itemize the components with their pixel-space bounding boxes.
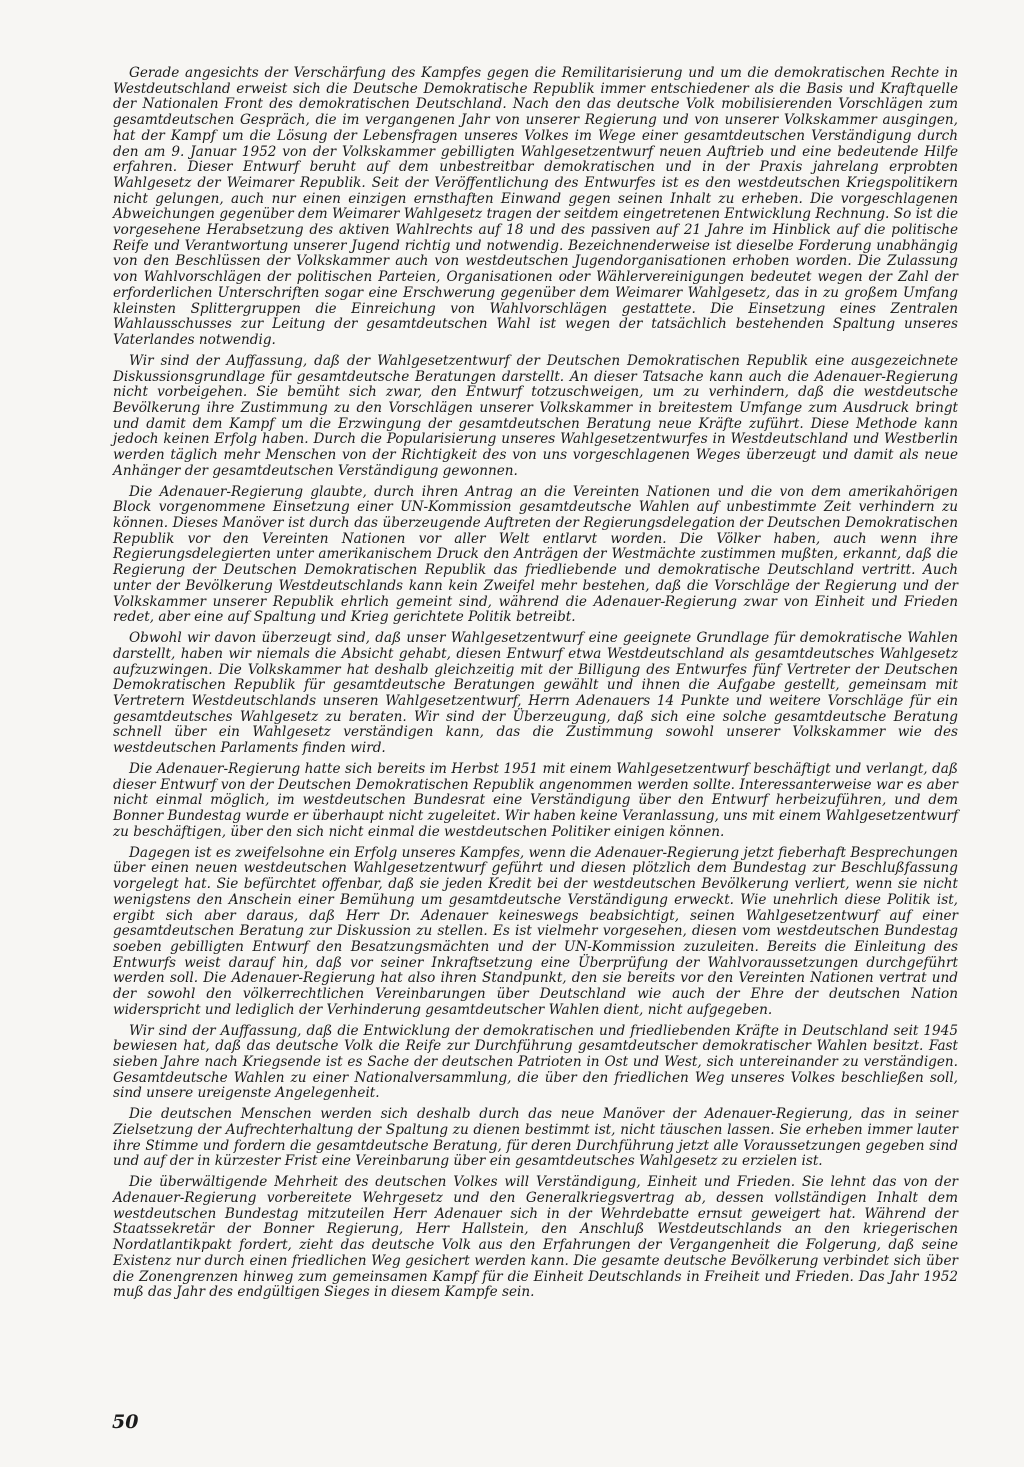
paragraph: Gerade angesichts der Verschärfung des Kampfes gegen die Remilitarisierung und um die demokratischen Rechte in Westdeutschland erweist sich die Deutsche Demokratische Republik immer entschiedener als die Basis und Kraftquelle der Nationalen Front des demokratischen Deutschland. Nach den das deutsche Volk mobilisierenden Vorschlägen zum gesamtdeutschen Gespräch, die im vergangenen Jahr von unserer Regierung und von unserer Volkskammer ausgingen, hat der Kampf um die Lösung der Lebensfragen unseres Volkes im Wege einer gesamtdeutschen Verständigung durch den am 9. Januar 1952 von der Volkskammer gebilligten Wahlgesetzentwurf neuen Auftrieb und eine bedeutende Hilfe erfahren. Dieser Entwurf beruht auf dem unbestreitbar demokratischen und in der Praxis jahrelang erprobten Wahlgesetz der Weimarer Republik. Seit der Veröffentlichung des Entwurfes ist es den westdeutschen Kriegspolitikern nicht gelungen, auch nur einen einzigen ernsthaften Einwand gegen seinen Inhalt zu erheben. Die vorgeschlagenen Abweichungen gegenüber dem Weimarer Wahlgesetz tragen der seitdem eingetretenen Entwicklung Rechnung. So ist die vorgesehene Herabsetzung des aktiven Wahlrechts auf 18 und des passiven auf 21 Jahre im Hinblick auf die politische Reife und Verantwortung unserer Jugend richtig und notwendig. Bezeichnenderweise ist dieselbe Forderung unabhängig von den Beschlüssen der Volkskammer auch von westdeutschen Jugendorganisationen erhoben worden. Die Zulassung von Wahlvorschlägen der politischen Parteien, Organisationen oder Wählervereinigungen bedeutet wegen der Zahl der erforderlichen Unterschriften sogar eine Erschwerung gegenüber dem Weimarer Wahlgesetz, das in zu großem Umfang kleinsten Splittergruppen die Einreichung von Wahlvorschlägen gestattete. Die Einsetzung eines Zentralen Wahlausschusses zur Leitung der gesamtdeutschen Wahl ist wegen der tatsächlich bestehenden Spaltung unseres Vaterlandes notwendig. <box>113 65 958 348</box>
paragraph: Die Adenauer-Regierung glaubte, durch ihren Antrag an die Vereinten Nationen und die von dem amerikahörigen Block vorgenommene Einsetzung einer UN-Kommission gesamtdeutsche Wahlen auf unbestimmte Zeit verhindern zu können. Dieses Manöver ist durch das überzeugende Auftreten der Regierungsdelegation der Deutschen Demokratischen Republik vor den Vereinten Nationen vor aller Welt entlarvt worden. Die Völker haben, auch wenn ihre Regierungsdelegierten unter amerikanischem Druck den Anträgen der Westmächte zustimmen mußten, erkannt, daß die Regierung der Deutschen Demokratischen Republik das friedliebende und demokratische Deutschland vertritt. Auch unter der Bevölkerung Westdeutschlands kann kein Zweifel mehr bestehen, daß die Vorschläge der Regierung und der Volkskammer unserer Republik ehrlich gemeint sind, während die Adenauer-Regierung zwar von Einheit und Frieden redet, aber eine auf Spaltung und Krieg gerichtete Politik betreibt. <box>113 483 958 626</box>
paragraph: Die deutschen Menschen werden sich deshalb durch das neue Manöver der Adenauer-Regierung, das in seiner Zielsetzung der Aufrechterhaltung der Spaltung zu dienen bestimmt ist, nicht täuschen lassen. Sie erheben immer lauter ihre Stimme und fordern die gesamtdeutsche Beratung, für deren Durchführung jetzt alle Voraussetzungen gegeben sind und auf der in kürzester Frist eine Vereinbarung über ein gesamtdeutsches Wahlgesetz zu erzielen ist. <box>113 1106 958 1170</box>
paragraph: Dagegen ist es zweifelsohne ein Erfolg unseres Kampfes, wenn die Adenauer-Regierung jetzt fieberhaft Besprechungen über einen neuen westdeutschen Wahlgesetzentwurf geführt und diesen plötzlich dem Bundestag zur Beschlußfassung vorgelegt hat. Sie befürchtet offenbar, daß sie jeden Kredit bei der westdeutschen Bevölkerung verliert, wenn sie nicht wenigstens den Anschein einer Bemühung um gesamtdeutsche Verständigung erweckt. Wie unehrlich diese Politik ist, ergibt sich aber daraus, daß Herr Dr. Adenauer keineswegs beabsichtigt, seinen Wahlgesetzentwurf auf einer gesamtdeutschen Beratung zur Diskussion zu stellen. Es ist vielmehr vorgesehen, diesen vom westdeutschen Bundestag soeben gebilligten Entwurf den Besatzungsmächten und der UN-Kommission zuzuleiten. Bereits die Einleitung des Entwurfs weist darauf hin, daß vor seiner Inkraftsetzung eine Überprüfung der Wahlvoraussetzungen durchgeführt werden soll. Die Adenauer-Regierung hat also ihren Standpunkt, den sie bereits vor den Vereinten Nationen vertrat und der sowohl den völkerrechtlichen Vereinbarungen über Deutschland wie auch der Ehre der deutschen Nation widerspricht und lediglich der Verhinderung gesamtdeutscher Wahlen dient, nicht aufgegeben. <box>113 844 958 1018</box>
paragraph: Die überwältigende Mehrheit des deutschen Volkes will Verständigung, Einheit und Frieden. Sie lehnt das von der Adenauer-Regierung vorbereitete Wehrgesetz und den Generalkriegsvertrag ab, dessen vollständigen Inhalt dem westdeutschen Bundestag mitzuteilen Herr Adenauer sich in der Wehrdebatte ernsut geweigert hat. Während der Staatssekretär der Bonner Regierung, Herr Hallstein, den Anschluß Westdeutschlands an den kriegerischen Nordatlantikpakt fordert, zieht das deutsche Volk aus den Erfahrungen der Vergangenheit die Folgerung, daß seine Existenz nur durch einen friedlichen Weg gesichert werden kann. Die gesamte deutsche Bevölkerung verbindet sich über die Zonengrenzen hinweg zum gemeinsamen Kampf für die Einheit Deutschlands in Freiheit und Frieden. Das Jahr 1952 muß das Jahr des endgültigen Sieges in diesem Kampfe sein. <box>113 1174 958 1301</box>
paragraph: Obwohl wir davon überzeugt sind, daß unser Wahlgesetzentwurf eine geeignete Grundlage für demokratische Wahlen darstellt, haben wir niemals die Absicht gehabt, diesen Entwurf etwa Westdeutschland als gesamtdeutsches Wahlgesetz aufzuzwingen. Die Volkskammer hat deshalb gleichzeitig mit der Billigung des Entwurfes fünf Vertreter der Deutschen Demokratischen Republik für gesamtdeutsche Beratungen gewählt und ihnen die Aufgabe gestellt, gemeinsam mit Vertretern Westdeutschlands unseren Wahlgesetzentwurf, Herrn Adenauers 14 Punkte und weitere Vorschläge für ein gesamtdeutsches Wahlgesetz zu beraten. Wir sind der Überzeugung, daß sich eine solche gesamtdeutsche Beratung schnell über ein Wahlgesetz verständigen kann, das die Zustimmung sowohl unserer Volkskammer wie des westdeutschen Parlaments finden wird. <box>113 630 958 757</box>
article-body <box>113 66 958 1306</box>
paragraph: Wir sind der Auffassung, daß die Entwicklung der demokratischen und friedliebenden Kräfte in Deutschland seit 1945 bewiesen hat, daß das deutsche Volk die Reife zur Durchführung gesamtdeutscher demokratischer Wahlen besitzt. Fast sieben Jahre nach Kriegsende ist es Sache der deutschen Patrioten in Ost und West, sich untereinander zu verständigen. Gesamtdeutsche Wahlen zu einer Nationalversammlung, die über den friedlichen Weg unseres Volkes beschließen soll, sind unsere ureigenste Angelegenheit. <box>113 1022 958 1102</box>
paragraph: Die Adenauer-Regierung hatte sich bereits im Herbst 1951 mit einem Wahlgesetzentwurf beschäftigt und verlangt, daß dieser Entwurf von der Deutschen Demokratischen Republik angenommen werden sollte. Interessanterweise war es aber nicht einmal möglich, im westdeutschen Bundesrat eine Verständigung über den Entwurf herbeizuführen, und dem Bonner Bundestag wurde er überhaupt nicht zugeleitet. Wir haben keine Veranlassung, uns mit einem Wahlgesetzentwurf zu beschäftigen, über den sich nicht einmal die westdeutschen Politiker einigen können. <box>113 760 958 840</box>
paragraph: Wir sind der Auffassung, daß der Wahlgesetzentwurf der Deutschen Demokratischen Republik eine ausgezeichnete Diskussionsgrundlage für gesamtdeutsche Beratungen darstellt. An dieser Tatsache kann auch die Adenauer-Regierung nicht vorbeigehen. Sie bemüht sich zwar, den Entwurf totzuschweigen, um zu verhindern, daß die westdeutsche Bevölkerung ihre Zustimmung zu den Vorschlägen unserer Volkskammer in breitestem Umfange zum Ausdruck bringt und damit dem Kampf um die Erzwingung der gesamtdeutschen Beratung neue Kräfte zuführt. Diese Methode kann jedoch keinen Erfolg haben. Durch die Popularisierung unseres Wahlgesetzentwurfes in Westdeutschland und Westberlin werden täglich mehr Menschen von der Richtigkeit des von uns vorgeschlagenen Weges überzeugt und damit als neue Anhänger der gesamtdeutschen Verständigung gewonnen. <box>113 352 958 479</box>
page-number: 50 <box>112 1411 139 1433</box>
